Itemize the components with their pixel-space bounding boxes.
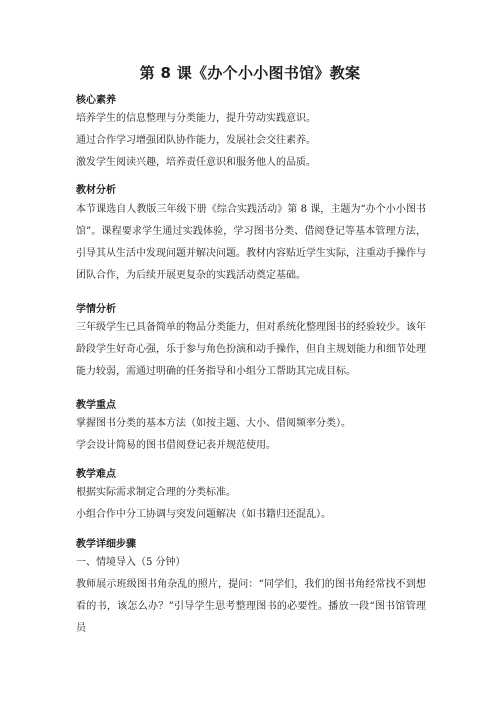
core-line-1: 培养学生的信息整理与分类能力，提升劳动实践意识。 bbox=[76, 113, 316, 124]
step-paragraph: 教师展示班级图书角杂乱的照片，提问：“同学们，我们的图书角经常找不到想看的书，该怎么办？”引导学生思考整理图书的必要性。播放一段“图书馆管理员 bbox=[76, 579, 426, 634]
heading-difficulties: 教学难点 bbox=[76, 469, 116, 480]
page-title: 第 8 课《办个小小图书馆》教案 bbox=[139, 64, 361, 82]
core-line-2: 通过合作学习增强团队协作能力，发展社会交往素养。 bbox=[76, 135, 316, 146]
keypoint-line-2: 学会设计简易的图书借阅登记表并规范使用。 bbox=[76, 440, 276, 451]
learner-paragraph: 三年级学生已具备简单的物品分类能力，但对系统化整理图书的经验较少。该年龄段学生好奇心强，乐于参与角色扮演和动手操作，但自主规划能力和细节处理能力较弱，需通过明确的任务指导和小组分工帮助其完成目标。 bbox=[76, 322, 426, 377]
heading-core-literacy: 核心素养 bbox=[76, 95, 116, 106]
section-teaching-steps bbox=[76, 552, 426, 640]
section-difficulties bbox=[76, 482, 426, 526]
core-line-3: 激发学生阅读兴趣，培养责任意识和服务他人的品质。 bbox=[76, 157, 316, 168]
step-subheading: 一、情境导入（5 分钟） bbox=[76, 557, 186, 568]
section-learner-analysis bbox=[76, 317, 426, 383]
heading-key-points: 教学重点 bbox=[76, 400, 116, 411]
section-textbook-analysis bbox=[76, 199, 426, 287]
heading-teaching-steps: 教学详细步骤 bbox=[76, 539, 136, 550]
section-key-points bbox=[76, 413, 426, 457]
textbook-paragraph: 本节课选自人教版三年级下册《综合实践活动》第 8 课，主题为“办个小小图书馆”。课程要求学生通过实践体验，学习图书分类、借阅登记等基本管理方法，引导其从生活中发现问题并解决问题。教材内容贴近学生实际，注重动手操作与团队合作，为后续开展更复杂的实践活动奠定基础。 bbox=[76, 204, 426, 281]
keypoint-line-1: 掌握图书分类的基本方法（如按主题、大小、借阅频率分类）。 bbox=[76, 418, 351, 429]
difficulty-line-2: 小组合作中分工协调与突发问题解决（如书籍归还混乱）。 bbox=[76, 509, 331, 520]
section-core-literacy bbox=[76, 108, 426, 174]
heading-textbook-analysis: 教材分析 bbox=[76, 185, 116, 196]
heading-learner-analysis: 学情分析 bbox=[76, 304, 116, 315]
difficulty-line-1: 根据实际需求制定合理的分类标准。 bbox=[76, 487, 236, 498]
